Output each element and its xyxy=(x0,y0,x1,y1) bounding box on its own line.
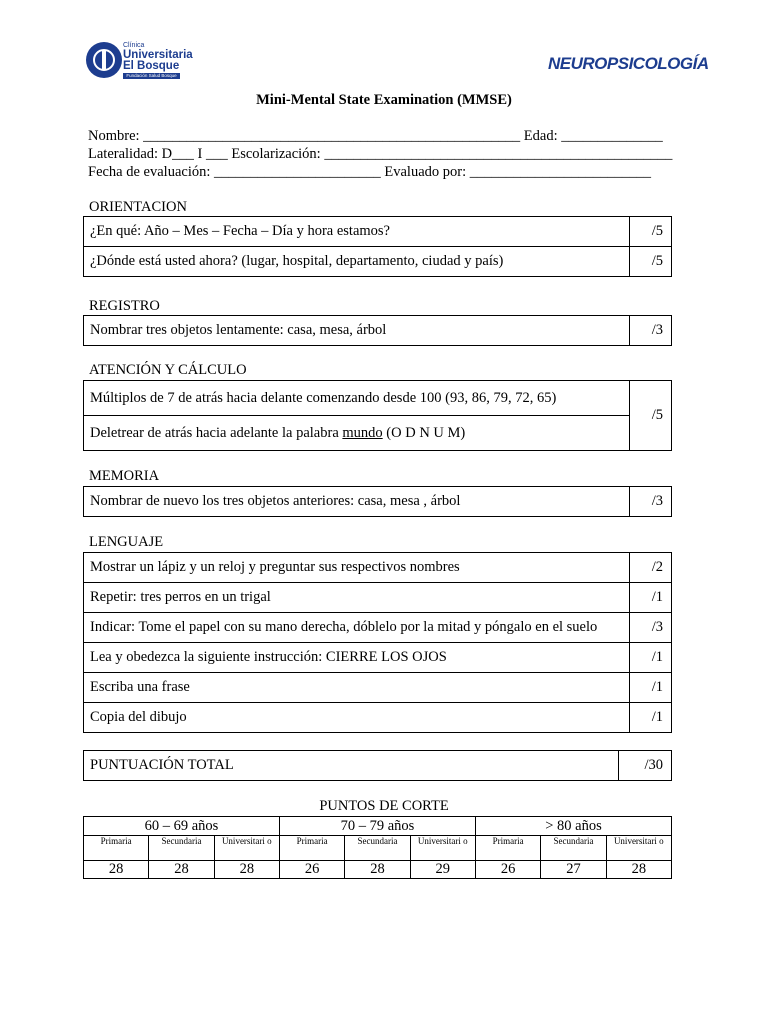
item-text-post: (O D N U M) xyxy=(382,424,466,441)
item-score: /5 xyxy=(630,217,672,247)
total-label: PUNTUACIÓN TOTAL xyxy=(84,751,619,781)
atencion-table xyxy=(83,380,672,451)
cutoff-group: > 80 años xyxy=(475,817,671,836)
item-text-pre: Deletrear de atrás hacia adelante la palabra xyxy=(90,424,343,441)
table-row xyxy=(84,217,672,247)
cutoff-level: Primaria xyxy=(475,836,540,861)
table-row xyxy=(84,751,672,781)
item-text: Múltiplos de 7 de atrás hacia delante comenzando desde 100 (93, 86, 79, 72, 65) xyxy=(84,381,630,416)
cutoff-value: 28 xyxy=(149,861,214,879)
neuropsicologia-logo: NEUROPSICOLOGÍA xyxy=(548,54,709,73)
section-label-lenguaje: LENGUAJE xyxy=(89,534,164,550)
cutoff-value-row xyxy=(84,861,672,879)
registro-table xyxy=(83,315,672,346)
cutoff-group: 70 – 79 años xyxy=(279,817,475,836)
item-text: Repetir: tres perros en un trigal xyxy=(84,583,630,613)
item-score: /1 xyxy=(630,583,672,613)
cutoff-level: Secundaria xyxy=(149,836,214,861)
clinic-logo-line1: Universitaria xyxy=(123,49,193,61)
item-score: /2 xyxy=(630,553,672,583)
cutoff-title: PUNTOS DE CORTE xyxy=(319,798,449,814)
item-text: Mostrar un lápiz y un reloj y preguntar sus respectivos nombres xyxy=(84,553,630,583)
clinic-logo xyxy=(86,42,193,82)
cutoff-level: Universitari o xyxy=(214,836,279,861)
cutoff-value: 28 xyxy=(214,861,279,879)
cutoff-value: 28 xyxy=(84,861,149,879)
cutoff-group-row xyxy=(84,817,672,836)
item-score: /5 xyxy=(630,381,672,451)
cutoff-value: 26 xyxy=(279,861,344,879)
item-text: Nombrar tres objetos lentamente: casa, mesa, árbol xyxy=(84,316,630,346)
cutoff-level: Primaria xyxy=(279,836,344,861)
table-row xyxy=(84,553,672,583)
table-row xyxy=(84,487,672,517)
item-text: Indicar: Tome el papel con su mano derecha, dóblelo por la mitad y póngalo en el suelo xyxy=(84,613,630,643)
clinic-logo-line2: El Bosque xyxy=(123,60,180,72)
item-score: /5 xyxy=(630,247,672,277)
table-row xyxy=(84,673,672,703)
page-title: Mini-Mental State Examination (MMSE) xyxy=(256,92,512,108)
lenguaje-table xyxy=(83,552,672,733)
item-score: /3 xyxy=(630,613,672,643)
item-score: /3 xyxy=(630,487,672,517)
cutoff-value: 26 xyxy=(475,861,540,879)
cutoff-level: Universitari o xyxy=(606,836,671,861)
item-score: /1 xyxy=(630,703,672,733)
item-text: Escriba una frase xyxy=(84,673,630,703)
clinic-logo-bar: Fundación Salud Bosque xyxy=(123,73,180,79)
total-score: /30 xyxy=(619,751,672,781)
item-text: Lea y obedezca la siguiente instrucción: CIERRE LOS OJOS xyxy=(84,643,630,673)
memoria-table xyxy=(83,486,672,517)
cutoff-level: Secundaria xyxy=(345,836,410,861)
form-line-laterality: Lateralidad: D___ I ___ Escolarización: ________________________________________________ xyxy=(88,146,673,162)
university-seal-icon xyxy=(86,42,122,78)
form-line-name: Nombre: ____________________________________________________ Edad: ______________ xyxy=(88,128,663,144)
table-row xyxy=(84,381,672,416)
cutoff-level: Universitari o xyxy=(410,836,475,861)
section-label-registro: REGISTRO xyxy=(89,298,160,314)
item-score: /3 xyxy=(630,316,672,346)
table-row xyxy=(84,316,672,346)
item-score: /1 xyxy=(630,643,672,673)
item-text: Copia del dibujo xyxy=(84,703,630,733)
orientacion-table xyxy=(83,216,672,277)
cutoff-level: Secundaria xyxy=(541,836,606,861)
item-text: Nombrar de nuevo los tres objetos anteriores: casa, mesa , árbol xyxy=(84,487,630,517)
cutoff-value: 27 xyxy=(541,861,606,879)
cutoff-value: 28 xyxy=(345,861,410,879)
cutoff-level-row xyxy=(84,836,672,861)
clinic-logo-small: Clínica xyxy=(123,42,145,49)
table-row xyxy=(84,643,672,673)
section-label-atencion: ATENCIÓN Y CÁLCULO xyxy=(89,362,247,378)
table-row xyxy=(84,613,672,643)
table-row xyxy=(84,583,672,613)
item-text: ¿Dónde está usted ahora? (lugar, hospital, departamento, ciudad y país) xyxy=(84,247,630,277)
table-row xyxy=(84,703,672,733)
cutoff-value: 28 xyxy=(606,861,671,879)
table-row xyxy=(84,247,672,277)
section-label-orientacion: ORIENTACION xyxy=(89,199,187,215)
form-line-date: Fecha de evaluación: _______________________ Evaluado por: _________________________ xyxy=(88,164,652,180)
cutoff-group: 60 – 69 años xyxy=(84,817,280,836)
word-mundo: mundo xyxy=(342,424,383,441)
section-label-memoria: MEMORIA xyxy=(89,468,160,484)
item-score: /1 xyxy=(630,673,672,703)
cutoff-value: 29 xyxy=(410,861,475,879)
cutoff-level: Primaria xyxy=(84,836,149,861)
cutoff-table xyxy=(83,816,672,879)
table-row xyxy=(84,416,672,451)
total-table xyxy=(83,750,672,781)
item-text: ¿En qué: Año – Mes – Fecha – Día y hora estamos? xyxy=(84,217,630,247)
clinic-logo-name xyxy=(123,50,193,72)
item-text xyxy=(84,416,630,451)
